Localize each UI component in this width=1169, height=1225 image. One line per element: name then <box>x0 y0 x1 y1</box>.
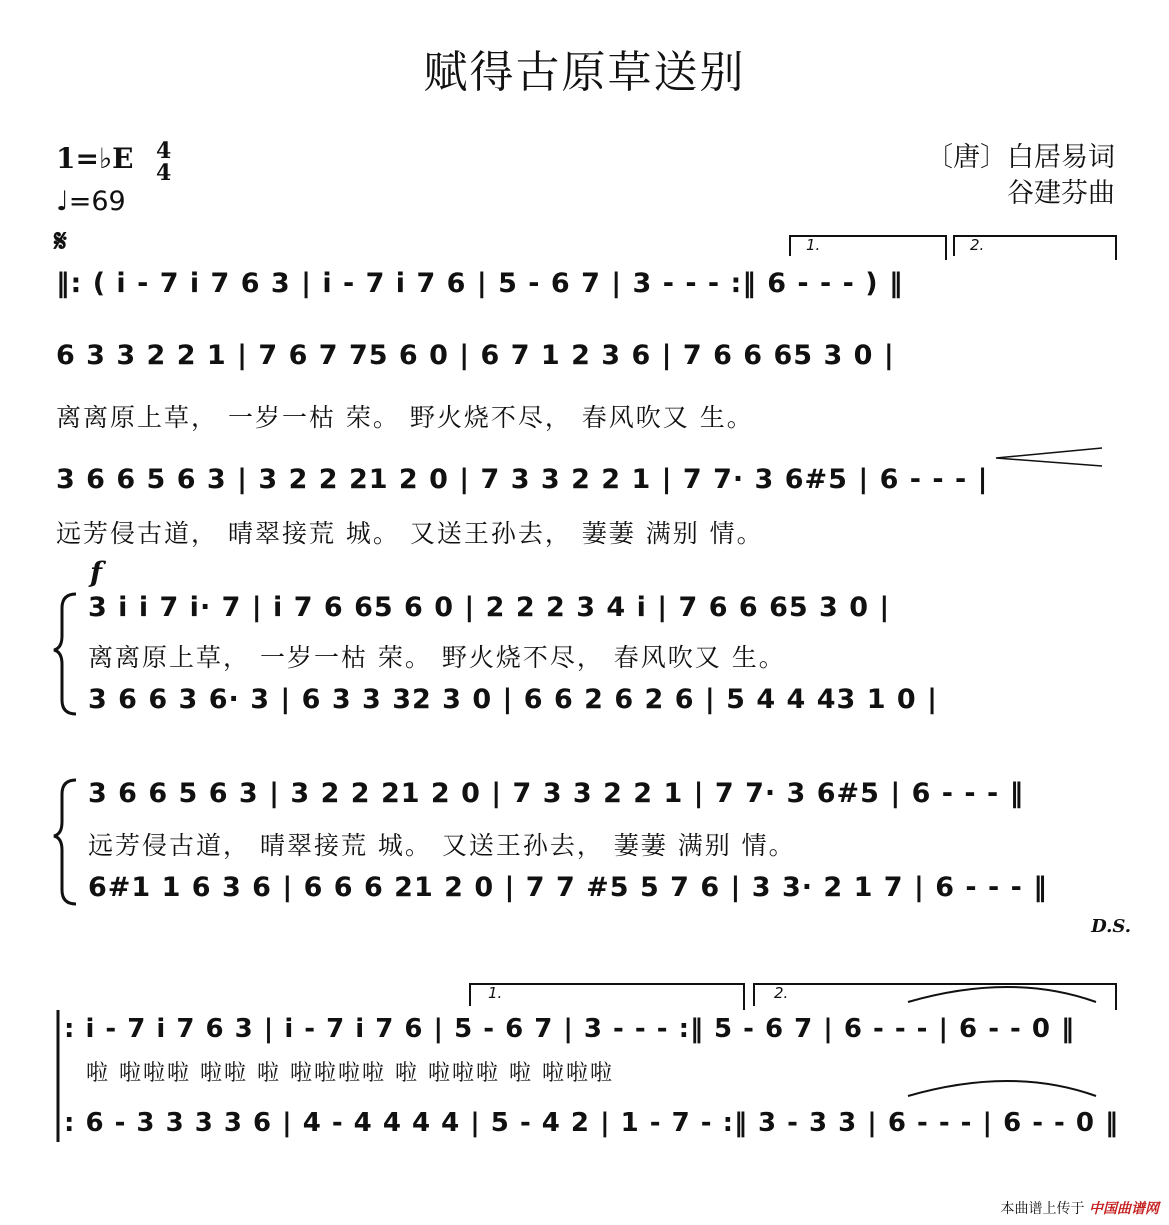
song-title: 赋得古原草送别 <box>423 47 746 98</box>
crescendo-hairpin <box>996 448 1102 466</box>
coda-lyrics: 啦 啦啦啦 啦啦 啦 啦啦啦啦 啦 啦啦啦 啦 啦啦啦 <box>86 1061 614 1086</box>
segno-icon: 𝄋 <box>54 224 67 259</box>
coda-tie-lower <box>908 1081 1096 1096</box>
tempo-marking: ♩=69 <box>56 186 126 217</box>
verse-line-2-notes: 3 6 6 5 6 3 | 3 2 2 21 2 0 | 7 3 3 2 2 1 | 7 7· 3 6#5 | 6 - - - | <box>56 464 989 495</box>
volta-first-bracket <box>790 236 946 260</box>
system-brace-1 <box>54 594 76 714</box>
chorus-2-lower-notes: 6#1 1 6 3 6 | 6 6 6 21 2 0 | 7 7 #5 5 7 6 | 3 3· 2 1 7 | 6 - - - ‖ <box>88 872 1048 903</box>
time-signature-top: 4 <box>156 138 172 164</box>
key-signature: 1=♭E <box>56 142 134 175</box>
footer-brand-logo: 中国曲谱网 <box>1089 1201 1159 1217</box>
verse-line-2-lyrics: 远芳侵古道， 晴翠接荒 城。 又送王孙去， 萋萋 满别 情。 <box>56 519 764 548</box>
verse-line-1-lyrics: 离离原上草， 一岁一枯 荣。 野火烧不尽， 春风吹又 生。 <box>56 403 754 432</box>
coda-tie-upper <box>908 987 1096 1002</box>
chorus-1-lower-notes: 3 6 6 3 6· 3 | 6 3 3 32 3 0 | 6 6 2 6 2 6 | 5 4 4 43 1 0 | <box>88 684 938 715</box>
coda-volta-second-label: 2. <box>774 984 789 1002</box>
coda-lower-notes: : 6 - 3 3 3 3 6 | 4 - 4 4 4 4 | 5 - 4 2 | 1 - 7 - :‖ 3 - 3 3 | 6 - - - | 6 - - 0 ‖ <box>64 1108 1120 1138</box>
chorus-2-lyrics: 远芳侵古道， 晴翠接荒 城。 又送王孙去， 萋萋 满别 情。 <box>88 831 796 860</box>
coda-volta-first-bracket <box>470 984 744 1010</box>
coda-volta-first-label: 1. <box>488 984 503 1002</box>
chorus-1-lyrics: 离离原上草， 一岁一枯 荣。 野火烧不尽， 春风吹又 生。 <box>88 643 786 672</box>
time-signature-bottom: 4 <box>156 160 172 186</box>
volta-second-label: 2. <box>970 236 985 254</box>
intro-notes: ‖: ( i - 7 i 7 6 3 | i - 7 i 7 6 | 5 - 6 7 | 3 - - - :‖ 6 - - - ) ‖ <box>56 268 904 299</box>
footer-upload-text: 本曲谱上传于 <box>1000 1201 1085 1217</box>
dynamic-forte: f <box>90 556 103 589</box>
dal-segno: D.S. <box>1091 916 1131 937</box>
lyricist-credit: 〔唐〕白居易词 <box>926 142 1115 173</box>
verse-line-1-notes: 6 3 3 2 2 1 | 7 6 7 75 6 0 | 6 7 1 2 3 6 | 7 6 6 65 3 0 | <box>56 340 895 371</box>
system-brace-2 <box>54 780 76 904</box>
volta-second-bracket <box>954 236 1116 260</box>
coda-upper-notes: : i - 7 i 7 6 3 | i - 7 i 7 6 | 5 - 6 7 | 3 - - - :‖ 5 - 6 7 | 6 - - - | 6 - - 0 ‖ <box>64 1014 1076 1044</box>
volta-first-label: 1. <box>806 236 821 254</box>
chorus-1-upper-notes: 3 i i 7 i· 7 | i 7 6 65 6 0 | 2 2 2 3 4 i | 7 6 6 65 3 0 | <box>88 592 891 623</box>
composer-credit: 谷建芬曲 <box>1007 178 1115 209</box>
chorus-2-upper-notes: 3 6 6 5 6 3 | 3 2 2 21 2 0 | 7 3 3 2 2 1 | 7 7· 3 6#5 | 6 - - - ‖ <box>88 778 1025 809</box>
coda-volta-second-bracket <box>754 984 1116 1010</box>
